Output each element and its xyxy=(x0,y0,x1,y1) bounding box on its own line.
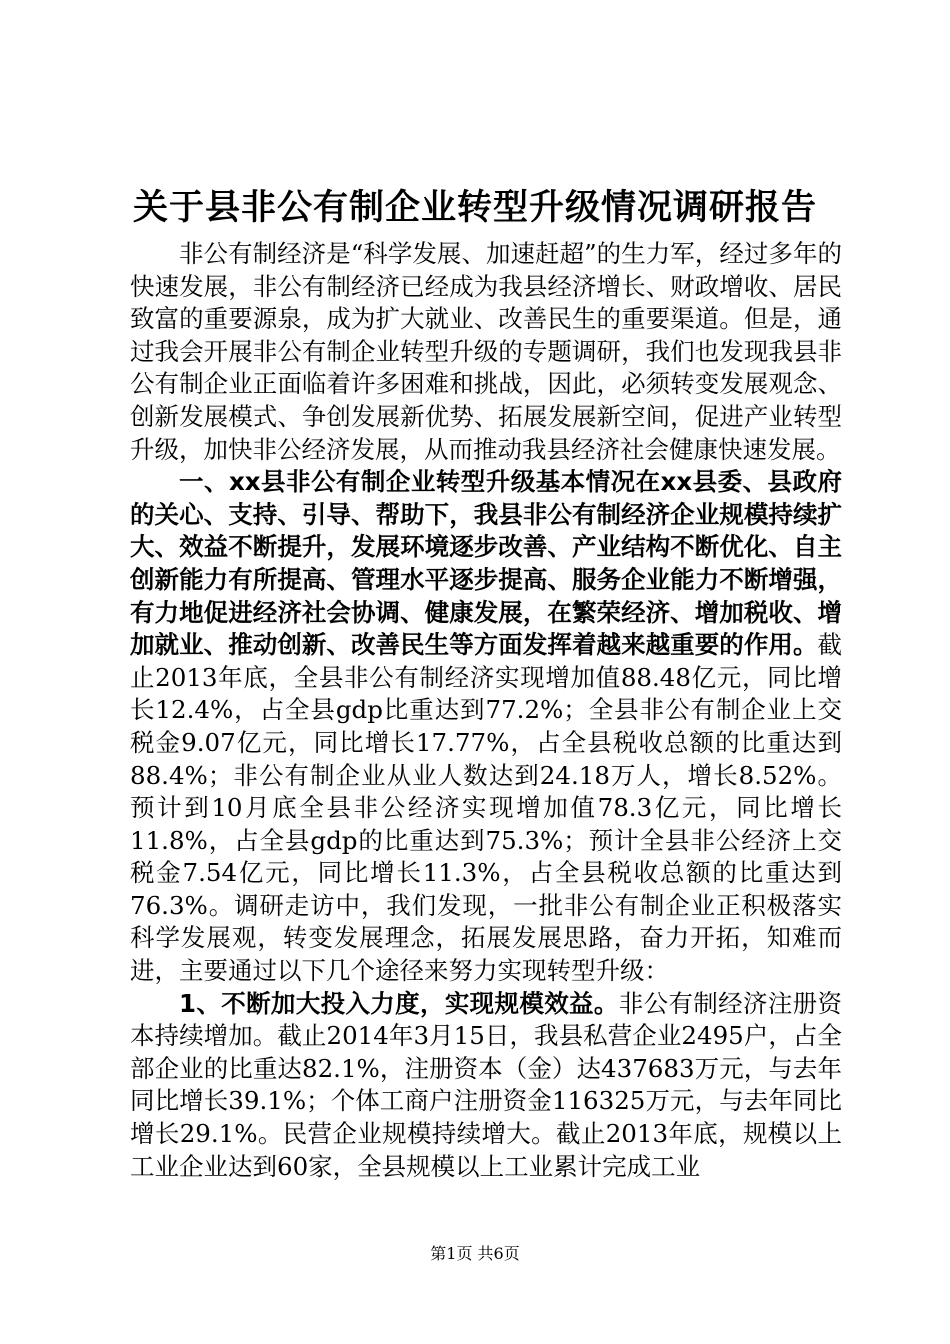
document-body xyxy=(130,238,842,1183)
point-one-heading: 1、不断加大投入力度，实现规模效益。 xyxy=(179,988,619,1018)
point-one-paragraph xyxy=(130,988,842,1184)
point-one-text: 非公有制经济注册资本持续增加。截止2014年3月15日，我县私营企业2495户，占全部企业的比重达82.1%，注册资本（金）达437683万元，与去年同比增长39.1%；个体工商户注册资金116325万元，与去年同比增长29.1%。民营企业规模持续增大。截止2013年底，规模以上工业企业达到60家，全县规模以上工业累计完成工业 xyxy=(130,988,843,1181)
intro-paragraph-text: 非公有制经济是“科学发展、加速赶超”的生力军，经过多年的快速发展，非公有制经济已经成为我县经济增长、财政增收、居民致富的重要源泉，成为扩大就业、改善民生的重要渠道。但是，通过我会开展非公有制企业转型升级的专题调研，我们也发现我县非公有制企业正面临着许多困难和挑战，因此，必须转变发展观念、创新发展模式、争创发展新优势、拓展发展新空间，促进产业转型升级，加快非公经济发展，从而推动我县经济社会健康快速发展。 xyxy=(130,239,842,464)
intro-paragraph xyxy=(130,238,842,466)
section-one-paragraph xyxy=(130,466,842,988)
document-title: 关于县非公有制企业转型升级情况调研报告 xyxy=(132,187,817,228)
section-one-heading: 一、xx县非公有制企业转型升级基本情况在xx县委、县政府的关心、支持、引导、帮助下，我县非公有制经济企业规模持续扩大、效益不断提升，发展环境逐步改善、产业结构不断优化、自主创新能力有所提高、管理水平逐步提高、服务企业能力不断增强，有力地促进经济社会协调、健康发展，在繁荣经济、增加税收、增加就业、推动创新、改善民生等方面发挥着越来越重要的作用。 xyxy=(130,467,842,660)
page-footer: 第1页 共6页 xyxy=(430,1244,520,1263)
section-one-text: 截止2013年底，全县非公有制经济实现增加值88.48亿元，同比增长12.4%，占全县gdp比重达到77.2%；全县非公有制企业上交税金9.07亿元，同比增长17.77%，占全县税收总额的比重达到88.4%；非公有制企业从业人数达到24.18万人，增长8.52%。预计到10月底全县非公经济实现增加值78.3亿元，同比增长11.8%，占全县gdp的比重达到75.3%；预计全县非公经济上交税金7.54亿元，同比增长11.3%，占全县税收总额的比重达到76.3%。调研走访中，我们发现，一批非公有制企业正积极落实科学发展观，转变发展理念，拓展发展思路，奋力开拓，知难而进，主要通过以下几个途径来努力实现转型升级： xyxy=(130,630,842,986)
